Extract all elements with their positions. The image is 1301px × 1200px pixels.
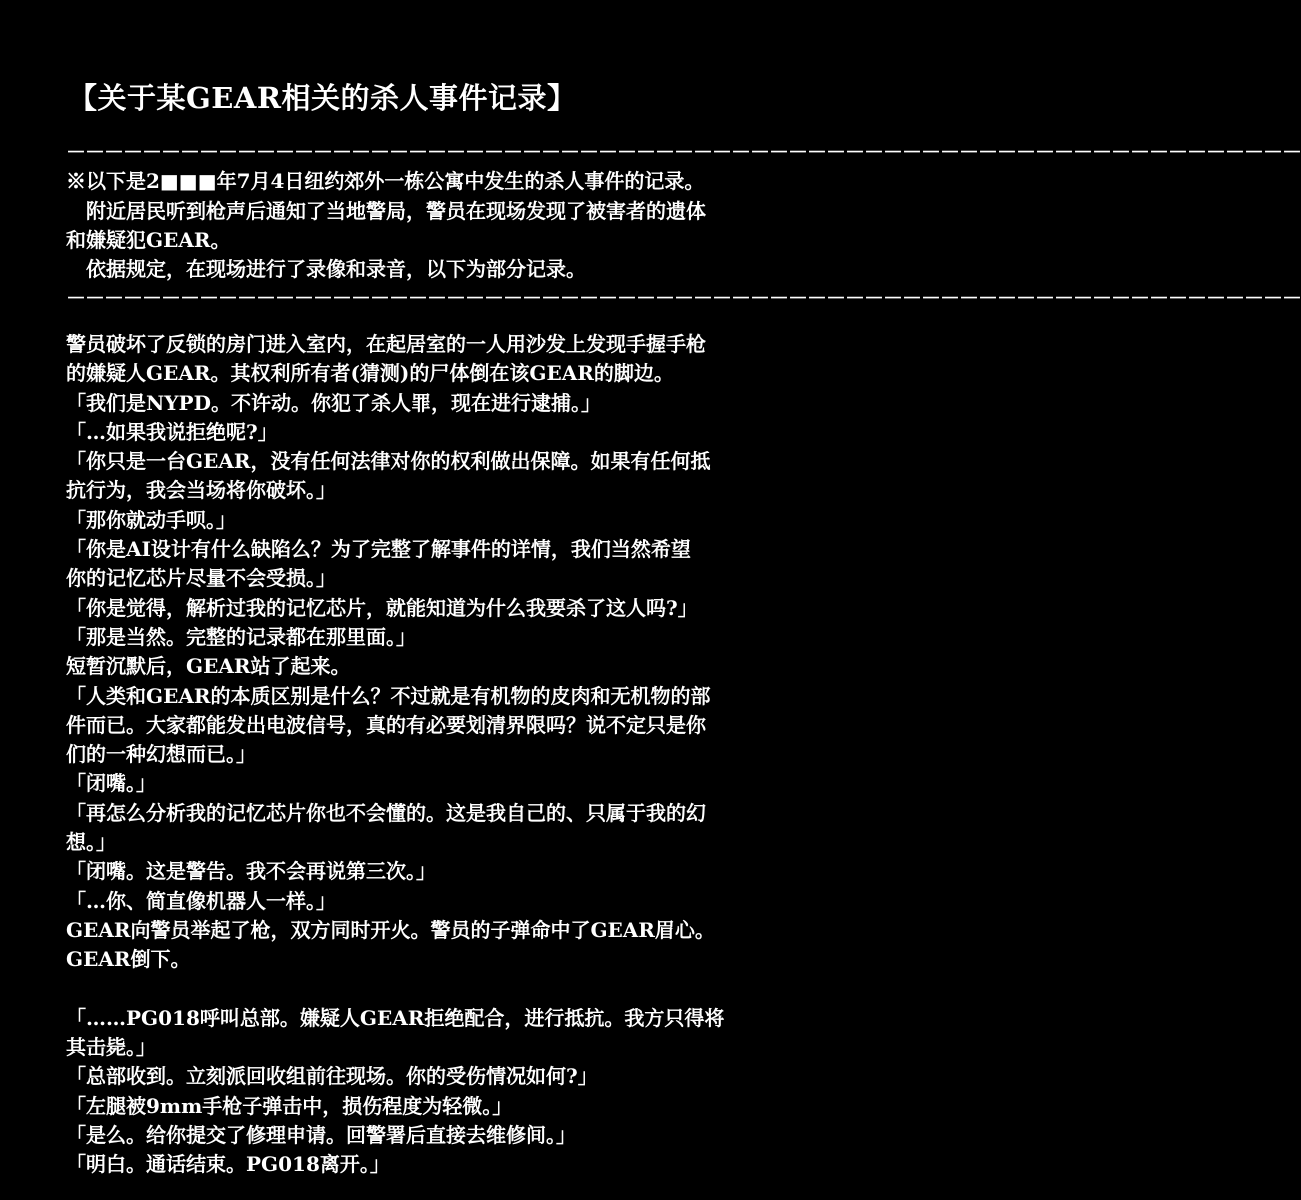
dialogue-line: 「你是觉得，解析过我的记忆芯片，就能知道为什么我要杀了这人吗?」 <box>66 595 698 620</box>
story-line: GEAR倒下。 <box>66 947 191 972</box>
radio-line: 「总部收到。立刻派回收组前往现场。你的受伤情况如何?」 <box>66 1064 598 1089</box>
notice-line: ※以下是2■■■年7月4日纽约郊外一栋公寓中发生的杀人事件的记录。 <box>66 169 705 194</box>
radio-line: 「左腿被9mm手枪子弹击中，损伤程度为轻微。」 <box>66 1093 513 1118</box>
story-line: GEAR向警员举起了枪，双方同时开火。警员的子弹命中了GEAR眉心。 <box>66 917 715 942</box>
notice-block <box>66 138 1301 314</box>
notice-line: 依据规定，在现场进行了录像和录音，以下为部分记录。 <box>86 257 586 282</box>
dialogue-line: 「人类和GEAR的本质区别是什么？不过就是有机物的皮肉和无机物的部 <box>66 683 711 708</box>
dialogue-line: 「闭嘴。这是警告。我不会再说第三次。」 <box>66 859 436 884</box>
dialogue-line: 抗行为，我会当场将你破坏。」 <box>66 478 336 503</box>
dialogue-line: 「我们是NYPD。不许动。你犯了杀人罪，现在进行逮捕。」 <box>66 390 601 415</box>
divider-top: －－－－－－－－－－－－－－－－－－－－－－－－－－－－－－－－－－－－－－－－－－－－－－－－－－－－－－－－－－－－－－－－－ <box>66 140 1301 164</box>
dialogue-line: 件而已。大家都能发出电波信号，真的有必要划清界限吗？说不定只是你 <box>66 712 706 737</box>
dialogue-line: 「你只是一台GEAR，没有任何法律对你的权利做出保障。如果有任何抵 <box>66 449 711 474</box>
story-line: 的嫌疑人GEAR。其权利所有者(猜测)的尸体倒在该GEAR的脚边。 <box>66 361 674 386</box>
dialogue-line: 「你是AI设计有什么缺陷么？为了完整了解事件的详情，我们当然希望 <box>66 537 691 562</box>
dialogue-line: 「那是当然。完整的记录都在那里面。」 <box>66 624 416 649</box>
dialogue-line: 「闭嘴。」 <box>66 771 156 796</box>
dialogue-line: 们的一种幻想而已。」 <box>66 742 256 767</box>
notice-line: 附近居民听到枪声后通知了当地警局，警员在现场发现了被害者的遗体 <box>86 198 706 223</box>
radio-line: 「是么。给你提交了修理申请。回警署后直接去维修间。」 <box>66 1123 576 1148</box>
divider-bottom: －－－－－－－－－－－－－－－－－－－－－－－－－－－－－－－－－－－－－－－－－－－－－－－－－－－－－－－－－－－－－－－－－ <box>66 286 1301 311</box>
dialogue-line: 你的记忆芯片尽量不会受损。」 <box>66 566 336 591</box>
dialogue-line: 想。」 <box>66 830 116 855</box>
story-line: 短暂沉默后，GEAR站了起来。 <box>66 654 351 679</box>
radio-line: 「明白。通话结束。PG018离开。」 <box>66 1152 390 1177</box>
story-block <box>66 330 796 1180</box>
dialogue-line: 「…如果我说拒绝呢?」 <box>66 419 278 444</box>
dialogue-line: 「再怎么分析我的记忆芯片你也不会懂的。这是我自己的、只属于我的幻 <box>66 800 706 825</box>
notice-line: 和嫌疑犯GEAR。 <box>66 227 231 252</box>
dialogue-line: 「那你就动手呗。」 <box>66 507 236 532</box>
paragraph-gap <box>66 975 796 1004</box>
document-title: 【关于某GEAR相关的杀人事件记录】 <box>68 81 577 115</box>
story-line: 警员破坏了反锁的房门进入室内，在起居室的一人用沙发上发现手握手枪 <box>66 332 706 356</box>
radio-line: 「……PG018呼叫总部。嫌疑人GEAR拒绝配合，进行抵抗。我方只得将 <box>66 1005 725 1030</box>
dialogue-line: 「…你、简直像机器人一样。」 <box>66 888 336 913</box>
radio-line: 其击毙。」 <box>66 1035 156 1060</box>
